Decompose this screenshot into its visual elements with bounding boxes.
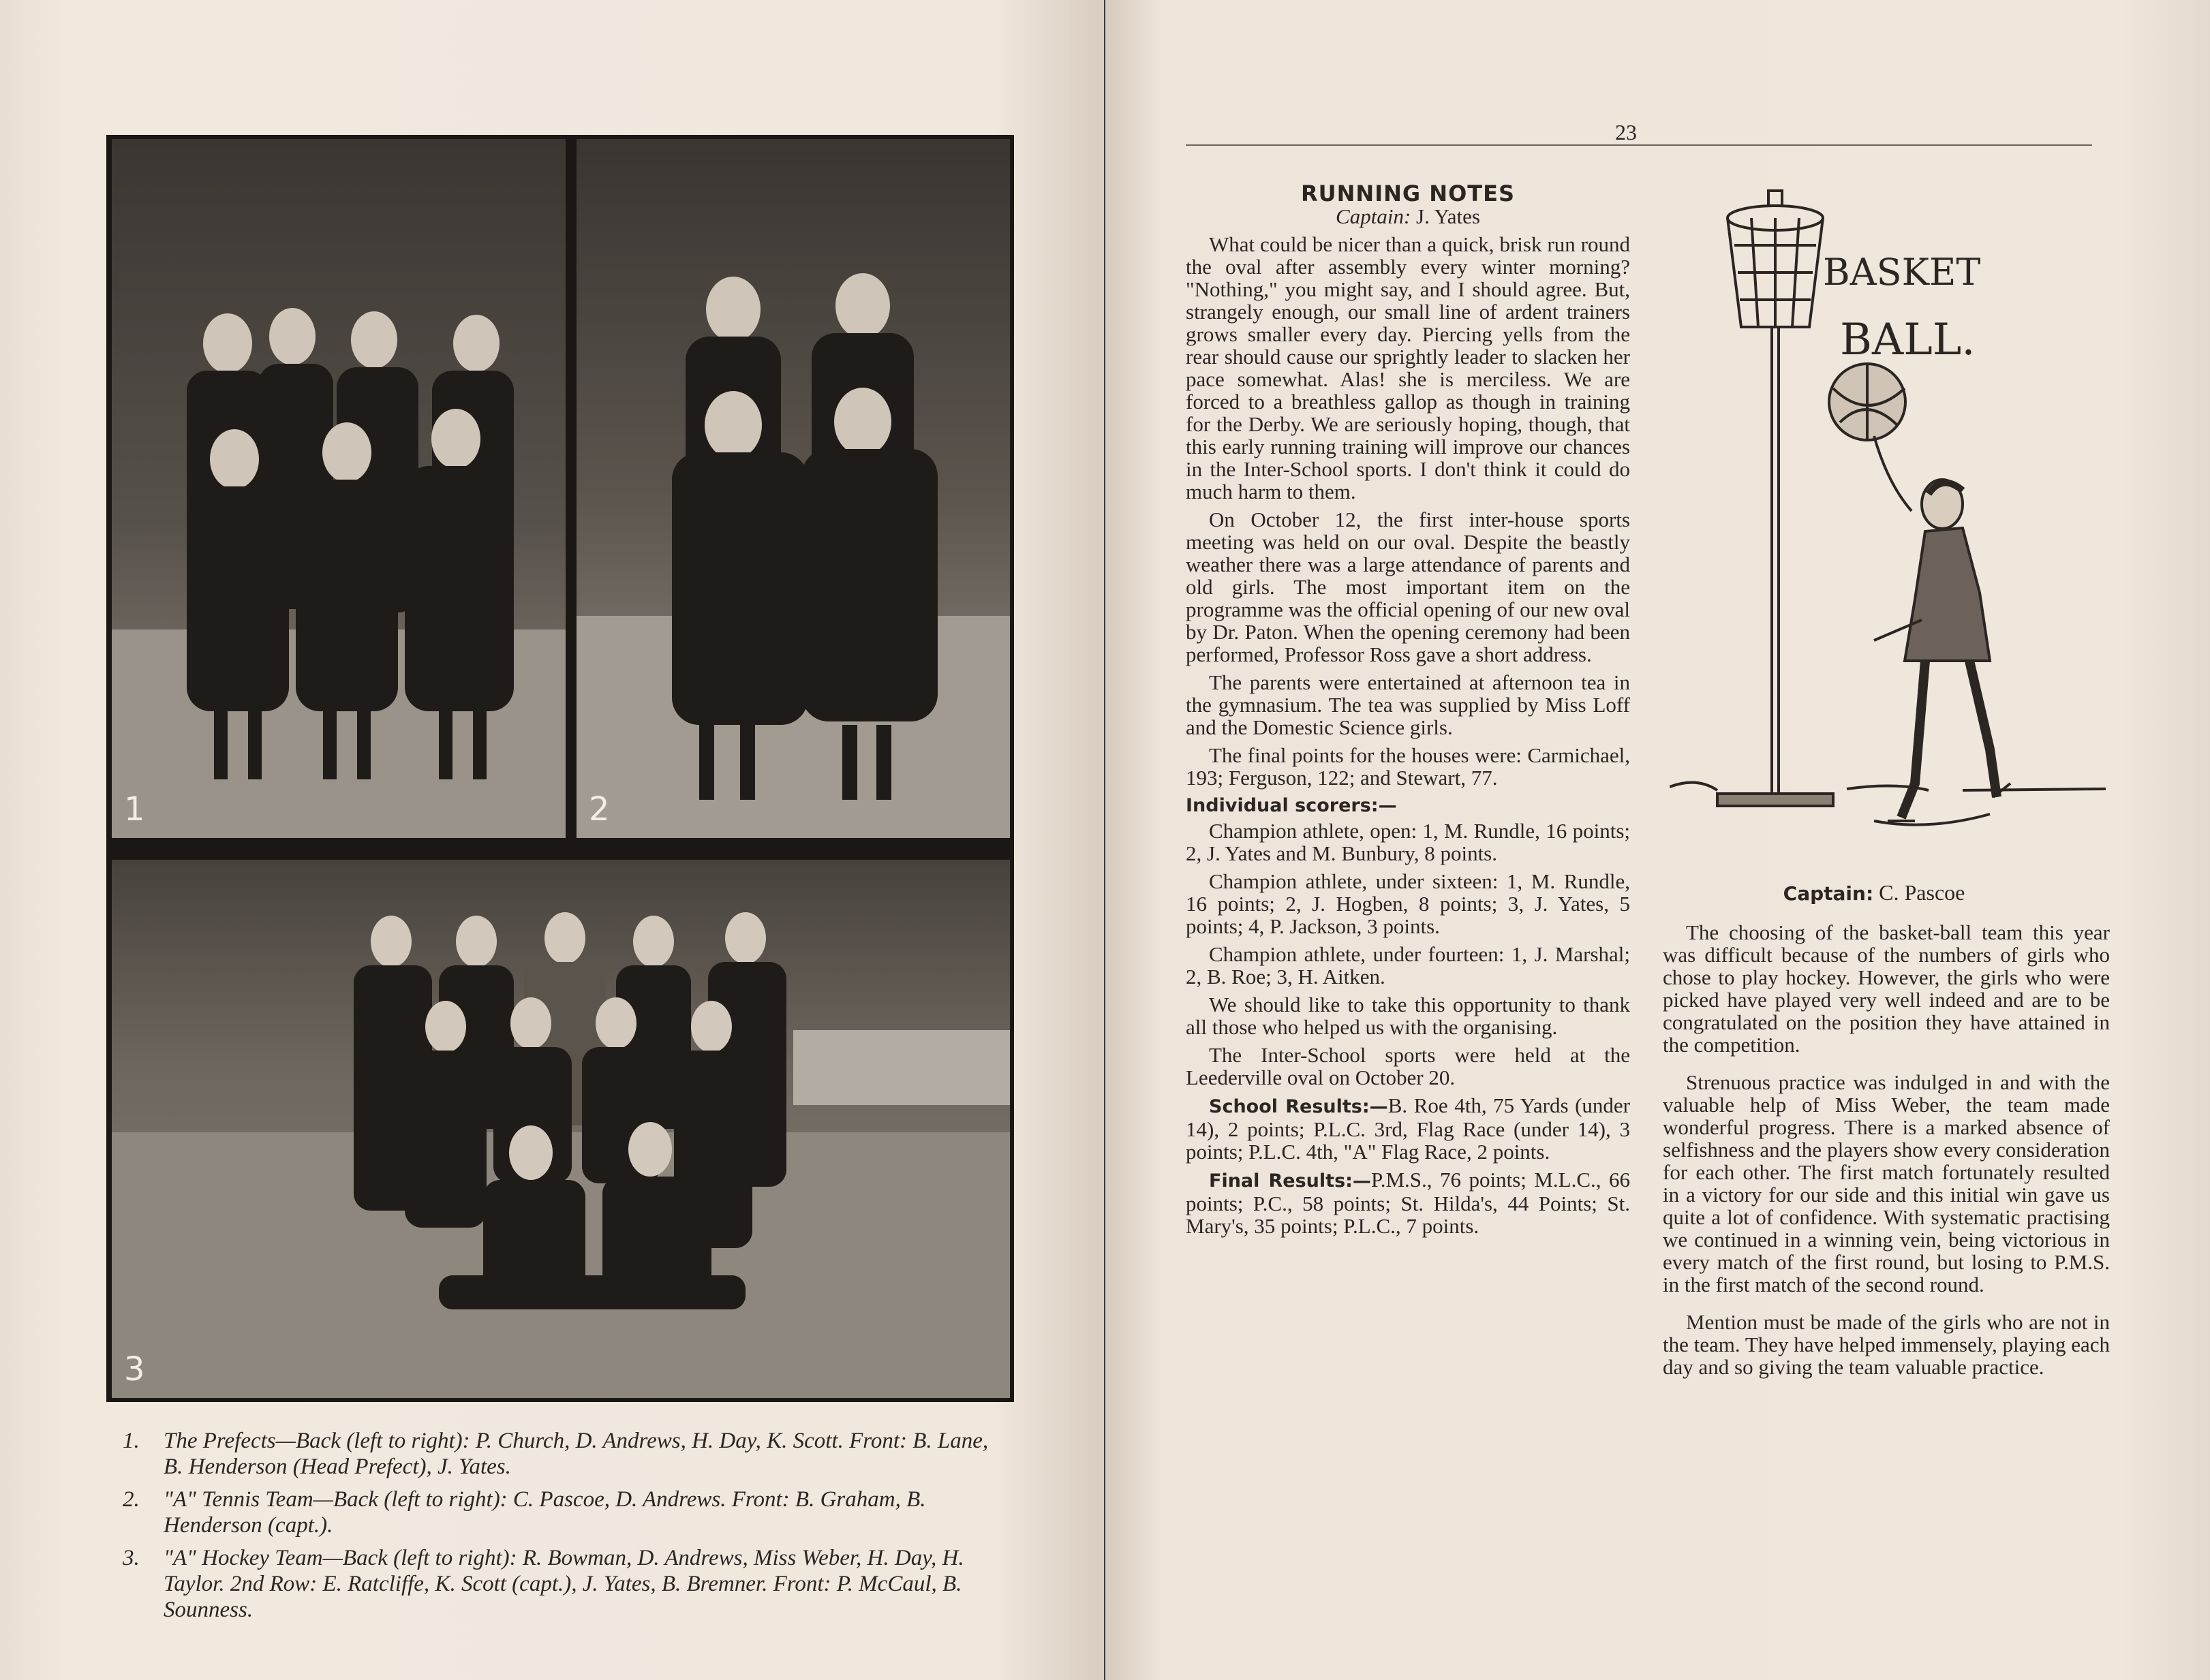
caption-3-number: 3. — [123, 1546, 140, 1570]
final-results-text: P.M.S., 76 points; M.L.C., 66 points; P.C., 58 points; St. Hilda's, 44 Points; St. Mary's, 35 points; P.L.C., 7 points. — [1186, 1168, 1630, 1238]
basketball-paragraph-2: Strenuous practice was indulged in and with the valuable help of Miss Weber, the team made wonderful progress. There is a marked absence of selfishness and the players show every consideration for each other. The first match fortunately resulted in a victory for our side and this initial win gave us quite a lot of confidence. With systematic practising we continued in a winning vein, being victorious in every match of the first round, but losing to P.M.S. in the first match of the second round. — [1663, 1070, 2110, 1296]
running-paragraph-8: We should like to take this opportunity to thank all those who helped us with the organising. — [1186, 993, 1630, 1039]
photo-captions — [123, 1428, 1002, 1630]
running-paragraph-1: What could be nicer than a quick, brisk run round the oval after assembly every winter morning? "Nothing," you might say, and I should agree. But, strangely enough, our small line of ardent trainers grows smaller every day. Piercing yells from the rear should cause our sprightly leader to slacken her pace somewhat. Alas! she is merciless. We are forced to a breathless gallop as though in training for the Derby. We are seriously hoping, though, that this early running training will improve our chances in the Inter-School sports. I don't think it could do much harm to them. — [1186, 232, 1630, 503]
caption-2-number: 2. — [123, 1487, 140, 1512]
running-paragraph-3: The parents were entertained at afternoon tea in the gymnasium. The tea was supplied by Miss Loff and the Domestic Science girls. — [1186, 670, 1630, 739]
photo-tennis-team — [577, 139, 1010, 838]
running-captain-label: Captain: — [1336, 204, 1411, 228]
school-results-label: School Results:— — [1209, 1096, 1388, 1117]
basketball-illustration — [1670, 184, 2106, 872]
photo-number-1: 1 — [124, 790, 145, 828]
photo-number-2: 2 — [589, 790, 610, 828]
basketball-paragraph-1: The choosing of the basket-ball team this year was difficult because of the numbers of girls who chose to play hockey. However, the girls who were picked have played very well indeed and are to be congratulated on the position they have attained in the competition. — [1663, 920, 2110, 1057]
basketball-paragraph-3: Mention must be made of the girls who are not in the team. They have helped immensely, playing each day and so giving the team valuable practice. — [1663, 1310, 2110, 1379]
running-captain — [1186, 205, 1630, 228]
page-number: 23 — [1615, 120, 1637, 144]
school-results-text: B. Roe 4th, 75 Yards (under 14), 2 points; P.L.C. 3rd, Flag Race (under 14), 3 points; P.L.C. 4th, "A" Flag Race, 2 points. — [1186, 1093, 1630, 1164]
running-paragraph-7: Champion athlete, under fourteen: 1, J. Marshal; 2, B. Roe; 3, H. Aitken. — [1186, 942, 1630, 989]
basketball-captain — [1663, 880, 2085, 905]
basketball-column — [1663, 921, 2110, 1384]
running-paragraph-9: The Inter-School sports were held at the Leederville oval on October 20. — [1186, 1043, 1630, 1089]
caption-1-number: 1. — [123, 1429, 140, 1453]
photo-plate — [106, 135, 1014, 1402]
illustration-word-1: BASKET — [1823, 251, 1981, 294]
running-notes-title: RUNNING NOTES — [1301, 181, 1515, 206]
caption-3 — [123, 1545, 1002, 1623]
photo-hockey-team — [112, 860, 1010, 1398]
basketball-captain-name: C. Pascoe — [1879, 880, 1965, 905]
basketball-captain-label: Captain: — [1783, 882, 1874, 905]
running-paragraph-2: On October 12, the first inter-house sports meeting was held on our oval. Despite the beastly weather there was a large attendance of parents and old girls. The most important item on the programme was the official opening of our new oval by Dr. Paton. When the opening ceremony had been performed, Professor Ross gave a short address. — [1186, 508, 1630, 666]
caption-2-text: "A" Tennis Team—Back (left to right): C. Pascoe, D. Andrews. Front: B. Graham, B. Henderson (capt.). — [164, 1487, 926, 1538]
running-paragraph-4: The final points for the houses were: Carmichael, 193; Ferguson, 122; and Stewart, 77. — [1186, 743, 1630, 790]
running-paragraph-6: Champion athlete, under sixteen: 1, M. Rundle, 16 points; 2, J. Hogben, 8 points; 3, J. Yates, 5 points; 4, P. Jackson, 3 points. — [1186, 869, 1630, 938]
photo-number-3: 3 — [124, 1350, 145, 1388]
left-page — [0, 0, 1104, 1680]
final-results-label: Final Results:— — [1209, 1170, 1371, 1192]
final-results — [1186, 1168, 1630, 1237]
photo-prefects — [112, 139, 566, 838]
running-captain-name: J. Yates — [1416, 204, 1480, 228]
illustration-word-2: BALL. — [1840, 315, 1976, 365]
caption-1 — [123, 1428, 1002, 1480]
caption-3-text: "A" Hockey Team—Back (left to right): R. Bowman, D. Andrews, Miss Weber, H. Day, H. Taylor. 2nd Row: E. Ratcliffe, K. Scott (capt.), J. Yates, B. Bremner. Front: P. McCaul, B. Sounness. — [164, 1546, 964, 1622]
caption-2 — [123, 1487, 1002, 1538]
individual-scorers-heading: Individual scorers:— — [1186, 795, 1397, 816]
school-results — [1186, 1094, 1630, 1163]
running-paragraph-5: Champion athlete, open: 1, M. Rundle, 16 points; 2, J. Yates and M. Bunbury, 8 points. — [1186, 819, 1630, 865]
running-notes-column — [1186, 183, 1630, 1243]
header-rule — [1186, 144, 2092, 146]
caption-1-text: The Prefects—Back (left to right): P. Church, D. Andrews, H. Day, K. Scott. Front: B. Lane, B. Henderson (Head Prefect), J. Yates. — [164, 1429, 989, 1479]
